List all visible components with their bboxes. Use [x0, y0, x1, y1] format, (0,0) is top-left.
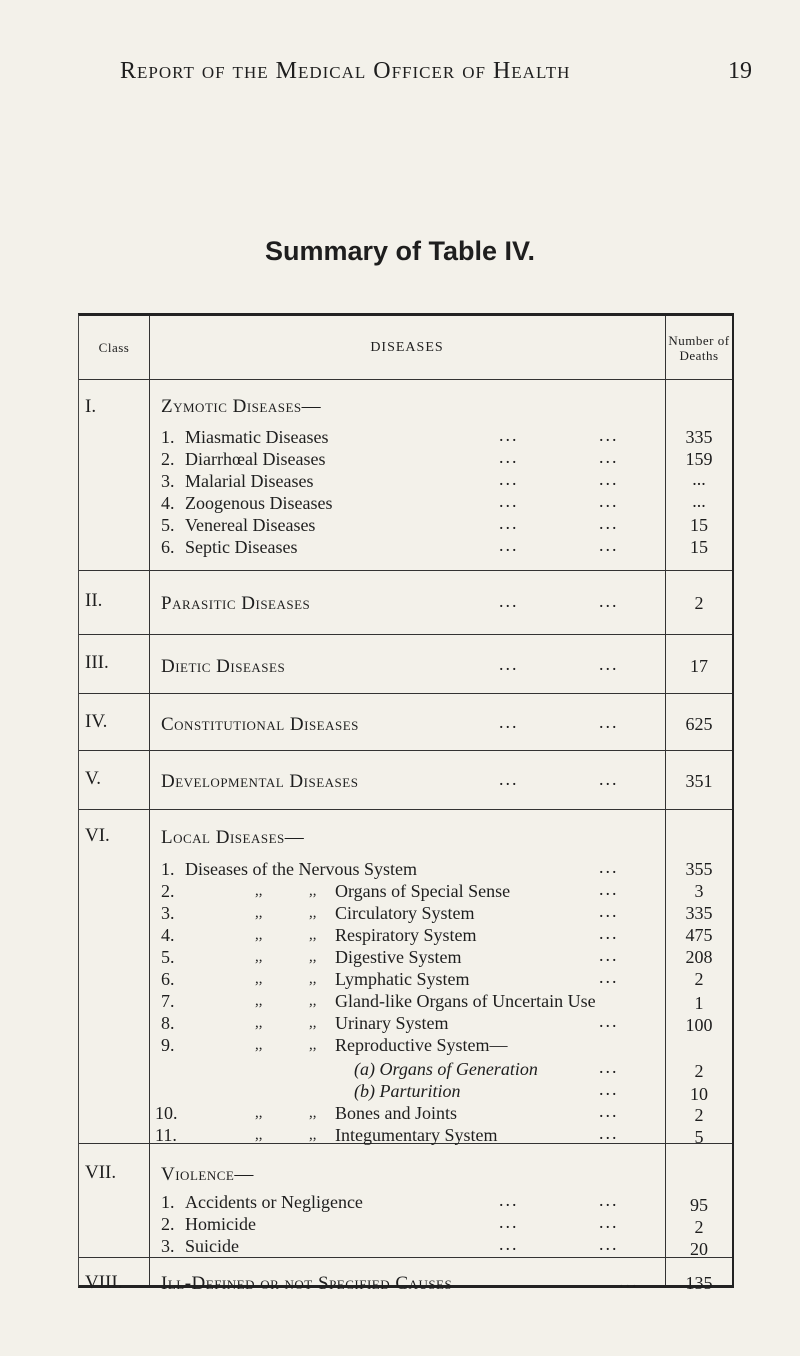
ditto-mark: ,, [255, 971, 263, 987]
dot-leader: ... [499, 769, 519, 789]
item-number: 5. [161, 515, 175, 535]
dot-leader: ... [599, 1234, 619, 1254]
dot-leader: ... [599, 425, 619, 445]
ditto-mark: ,, [255, 927, 263, 943]
dot-leader: ... [599, 879, 619, 899]
dot-leader: ... [499, 447, 519, 467]
dot-leader: ... [599, 513, 619, 533]
item-number: 4. [161, 493, 175, 513]
item-label: Septic Diseases [185, 537, 298, 557]
table-title: Summary of Table IV. [264, 236, 536, 266]
dot-leader: ... [599, 857, 619, 877]
header-class: Class [98, 340, 130, 355]
section-class-8 [79, 1257, 732, 1294]
ditto-mark: ,, [309, 927, 317, 943]
dot-leader: ... [499, 535, 519, 555]
ditto-mark: ,, [309, 1037, 317, 1053]
item-number: 4. [161, 925, 175, 945]
item-label: Integumentary System [335, 1125, 498, 1145]
table-header-row [79, 316, 732, 380]
item-label: (a) Organs of Generation [354, 1059, 538, 1079]
dot-leader: ... [599, 945, 619, 965]
item-label: Diseases of the Nervous System [185, 859, 417, 879]
header-number-of-deaths: Number of Deaths [668, 332, 730, 363]
item-label: Zoogenous Diseases [185, 493, 333, 513]
item-number: 8. [161, 1013, 175, 1033]
running-head [0, 58, 800, 98]
dot-leader: ... [599, 901, 619, 921]
dot-leader: ... [499, 491, 519, 511]
dot-leader: ... [599, 654, 619, 674]
ditto-mark: ,, [309, 905, 317, 921]
class-number: VII. [85, 1162, 117, 1183]
section-heading: Violence— [161, 1164, 254, 1185]
section-class-1 [79, 379, 732, 571]
ditto-mark: ,, [309, 1127, 317, 1143]
ditto-mark: ,, [255, 905, 263, 921]
ditto-mark: ,, [309, 1105, 317, 1121]
ditto-mark: ,, [255, 1127, 263, 1143]
class-number: III. [85, 652, 109, 673]
dot-leader: ... [599, 967, 619, 987]
item-label: Lymphatic System [335, 969, 470, 989]
item-label: (b) Parturition [354, 1081, 461, 1101]
death-count: 5 [694, 1127, 704, 1147]
item-label: Digestive System [335, 947, 462, 967]
ditto-mark: ,, [309, 993, 317, 1009]
section-class-4 [79, 693, 732, 751]
section-class-2 [79, 570, 732, 635]
ditto-mark: ,, [309, 883, 317, 899]
dot-leader: ... [599, 1011, 619, 1031]
death-count: 355 [685, 859, 713, 879]
death-count: ... [692, 469, 706, 489]
dot-leader: ... [599, 469, 619, 489]
death-count: 208 [685, 947, 713, 967]
ditto-mark: ,, [255, 949, 263, 965]
dot-leader: ... [599, 535, 619, 555]
item-label: Reproductive System— [335, 1035, 508, 1055]
death-count: 335 [685, 427, 713, 447]
item-label: Bones and Joints [335, 1103, 458, 1123]
item-number: 2. [161, 881, 175, 901]
death-count: 20 [690, 1239, 708, 1259]
ditto-mark: ,, [255, 883, 263, 899]
item-number: 9. [161, 1035, 175, 1055]
dot-leader: ... [599, 1057, 619, 1077]
class-number: I. [85, 396, 97, 417]
class-number: IV. [85, 711, 108, 732]
dot-leader: ... [599, 1190, 619, 1210]
dot-leader: ... [499, 513, 519, 533]
item-label: Respiratory System [335, 925, 477, 945]
item-number: 3. [161, 903, 175, 923]
section-class-7 [79, 1143, 732, 1258]
item-label: Urinary System [335, 1013, 449, 1033]
death-count: 15 [690, 537, 708, 557]
death-count: 351 [685, 771, 713, 791]
section-heading: Zymotic Diseases— [161, 396, 322, 417]
item-label: Homicide [185, 1214, 256, 1234]
death-count: 15 [690, 515, 708, 535]
section-heading: Ill-Defined or not Specified Causes [161, 1273, 453, 1294]
dot-leader: ... [599, 491, 619, 511]
item-number: 6. [161, 537, 175, 557]
ditto-mark: ,, [255, 993, 263, 1009]
dot-leader: ... [499, 712, 519, 732]
death-count: 1 [694, 993, 704, 1013]
header-diseases: DISEASES [370, 340, 444, 355]
item-number: 1. [161, 1192, 175, 1212]
dot-leader: ... [499, 654, 519, 674]
item-label: Gland-like Organs of Uncertain Use [335, 991, 596, 1011]
death-count: 2 [694, 1217, 704, 1237]
item-number: 1. [161, 859, 175, 879]
item-number: 5. [161, 947, 175, 967]
item-label: Diarrhœal Diseases [185, 449, 326, 469]
page-number: 19 [728, 58, 752, 84]
dot-leader: ... [599, 1101, 619, 1121]
ditto-mark: ,, [309, 949, 317, 965]
dot-leader: ... [499, 1212, 519, 1232]
death-count: 135 [685, 1273, 713, 1293]
item-label: Venereal Diseases [185, 515, 316, 535]
item-label: Circulatory System [335, 903, 475, 923]
ditto-mark: ,, [309, 1015, 317, 1031]
item-number: 3. [161, 471, 175, 491]
death-count: 475 [685, 925, 713, 945]
death-count: 10 [690, 1084, 708, 1104]
item-number: 3. [161, 1236, 175, 1256]
class-number: II. [85, 590, 103, 611]
ditto-mark: ,, [255, 1105, 263, 1121]
death-count: ... [692, 491, 706, 511]
dot-leader: ... [599, 923, 619, 943]
dot-leader: ... [499, 1190, 519, 1210]
death-count: 625 [685, 714, 713, 734]
death-count: 17 [690, 656, 708, 676]
dot-leader: ... [599, 447, 619, 467]
death-count: 3 [694, 881, 704, 901]
death-count: 2 [694, 1105, 704, 1125]
section-class-6 [79, 809, 732, 1147]
dot-leader: ... [599, 769, 619, 789]
section-class-5 [79, 750, 732, 810]
section-heading: Local Diseases— [161, 827, 305, 848]
dot-leader: ... [619, 1271, 639, 1291]
death-count: 2 [694, 1061, 704, 1081]
section-heading: Parasitic Diseases [161, 593, 311, 614]
class-number: VIII. [85, 1272, 123, 1293]
item-number: 6. [161, 969, 175, 989]
dot-leader: ... [599, 1123, 619, 1143]
class-number: V. [85, 768, 102, 789]
dot-leader: ... [599, 1212, 619, 1232]
item-label: Organs of Special Sense [335, 881, 511, 901]
dot-leader: ... [599, 712, 619, 732]
section-heading: Dietic Diseases [161, 656, 286, 677]
class-number: VI. [85, 825, 110, 846]
item-number: 1. [161, 427, 175, 447]
death-count: 335 [685, 903, 713, 923]
dot-leader: ... [499, 425, 519, 445]
dot-leader: ... [499, 1234, 519, 1254]
dot-leader: ... [499, 469, 519, 489]
section-class-3 [79, 634, 732, 694]
ditto-mark: ,, [309, 971, 317, 987]
item-label: Miasmatic Diseases [185, 427, 329, 447]
ditto-mark: ,, [255, 1037, 263, 1053]
item-number: 10. [155, 1103, 178, 1123]
dot-leader: ... [499, 591, 519, 611]
item-label: Malarial Diseases [185, 471, 314, 491]
item-number: 7. [161, 991, 175, 1011]
dot-leader: ... [599, 591, 619, 611]
section-heading: Developmental Diseases [161, 771, 359, 792]
item-label: Suicide [185, 1236, 239, 1256]
dot-leader: ... [599, 1079, 619, 1099]
death-count: 95 [690, 1195, 708, 1215]
item-label: Accidents or Negligence [185, 1192, 363, 1212]
section-heading: Constitutional Diseases [161, 714, 359, 735]
ditto-mark: ,, [255, 1015, 263, 1031]
death-count: 100 [685, 1015, 713, 1035]
death-count: 2 [694, 969, 704, 989]
running-title: Report of the Medical Officer of Health [120, 58, 571, 84]
item-number: 2. [161, 449, 175, 469]
item-number: 2. [161, 1214, 175, 1234]
death-count: 159 [685, 449, 713, 469]
summary-table [78, 313, 734, 1294]
death-count: 2 [694, 593, 704, 613]
item-number: 11. [155, 1125, 177, 1145]
